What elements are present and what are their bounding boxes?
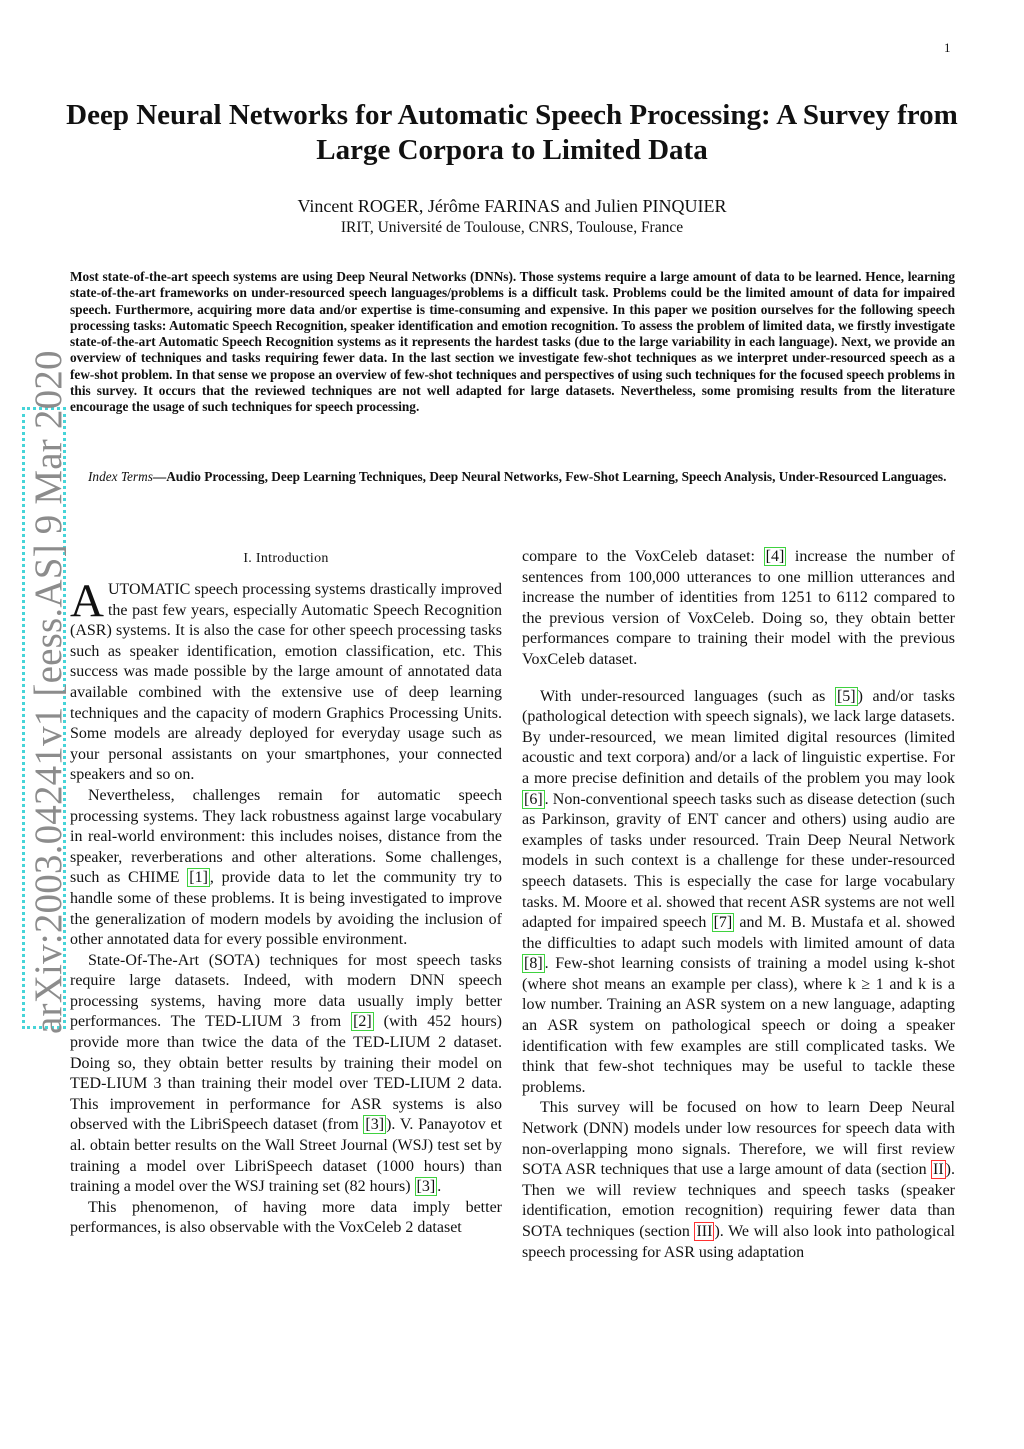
citation-link[interactable]: [1] xyxy=(189,869,208,887)
citation-link[interactable]: [6] xyxy=(524,790,543,808)
intro-paragraph-5: With under-resourced languages (such as [5] ) and/or tasks (pathological detection with speech signals), we lack large datasets. By under-resourced, we mean limited digital resources (limited acoustic and text corpora) and/or a lack of linguistic expertise. For a more precise definition and details of the problem you may look [6] . Non-conventional speech tasks such as disease detection (such as Parkinson, gravity of ENT cancer and others) using audio are examples of tasks under resourced. Train Deep Neural Network models in such context is a challenge for these under-resourced speech datasets. This is especially the case for large vocabulary tasks. M. Moore et al. showed that recent ASR systems are not well adapted for impaired speech [7] and M. B. Mustafa et al. showed the difficulties to adapt such models with limited amount of data [8] . Few-shot learning consists of training a model using k-shot (where shot means an example per class), where k ≥ 1 and k is a low number. Training an ASR system on a new language, adapting an ASR system on pathological speech or doing a speaker identification with few examples are still complicated tasks. We think that few-shot techniques may be useful to tackle these problems. xyxy=(522,687,956,1096)
citation-link[interactable]: [8] xyxy=(524,955,543,973)
left-column xyxy=(70,547,502,1239)
right-column xyxy=(522,547,955,1263)
citation-link[interactable]: [5] xyxy=(836,687,856,705)
intro-paragraph-1: AUTOMATIC speech processing systems drastically improved the past few years, especially Automatic Speech Recognition (ASR) systems. It is also the case for other speech processing tasks such as speaker identification, emotion classification, etc. This success was made possible by the large amount of annotated data available combined with the extensive use of deep learning techniques and the capacity of modern Graphics Processing Units. Some models are already deployed for everyday usage such as your personal assistants on your smartphones, your connected speakers and so on. xyxy=(70,575,502,784)
citation-link[interactable]: [3] xyxy=(365,1116,385,1134)
paper-authors: Vincent ROGER, Jérôme FARINAS and Julien PINQUIER xyxy=(297,196,727,216)
arxiv-stamp[interactable]: arXiv:2003.04241v1 [eess.AS] 9 Mar 2020 xyxy=(27,350,70,1034)
page-number: 1 xyxy=(944,40,951,55)
dropcap-letter: A xyxy=(70,575,104,627)
index-terms xyxy=(70,468,955,485)
citation-link[interactable]: [7] xyxy=(713,914,733,932)
index-terms-text: —Audio Processing, Deep Learning Techniques, Deep Neural Networks, Few-Shot Learning, Speech Analysis, Under-Resourced Languages. xyxy=(152,469,947,484)
intro-paragraph-4: This phenomenon, of having more data imply better performances, is also observable with the VoxCeleb 2 dataset xyxy=(70,1198,502,1237)
citation-link[interactable]: [4] xyxy=(765,548,785,565)
abstract: Most state-of-the-art speech systems are using Deep Neural Networks (DNNs). Those systems require a large amount of data to be learned. Hence, learning state-of-the-art frameworks on under-resourced speech languages/problems is a difficult task. Problems could be the limited amount of data for impaired speech. Furthermore, acquiring more data and/or expertise is time-consuming and expensive. In this paper we position ourselves for the following speech processing tasks: Automatic Speech Recognition, speaker identification and emotion recognition. To assess the problem of limited data, we firstly investigate state-of-the-art Automatic Speech Recognition systems as it represents the hardest tasks (due to the large variability in each language). Next, we provide an overview of techniques and tasks requiring fewer data. In the last section we investigate few-shot techniques as we interpret under-resourced speech as a few-shot problem. In that sense we propose an overview of few-shot techniques and perspectives of using such techniques for the focused speech problems in this survey. It occurs that the reviewed techniques are not well adapted for large datasets. Nevertheless, some promising results from the literature encourage the usage of such techniques for speech processing. xyxy=(70,269,955,415)
intro-paragraph-6: This survey will be focused on how to learn Deep Neural Network (DNN) models under low resources for speech data with non-overlapping mono signals. Therefore, we will first review SOTA ASR techniques that use a large amount of data (section II ). Then we will review techniques and speech tasks (speaker identification, emotion recognition) requiring fewer data than SOTA techniques (section III ). We will also look into pathological speech processing for ASR using adaptation xyxy=(522,1099,956,1261)
intro-paragraph-4-continued: compare to the VoxCeleb dataset: [4] increase the number of sentences from 100,000 utterances to one million utterances and increase the number of identities from 1251 to 6112 compared to the previous version of VoxCeleb. Doing so, they obtain better performances compare to training their model with the previous VoxCeleb dataset. xyxy=(522,548,955,668)
index-terms-label: Index Terms xyxy=(88,469,153,484)
section-reference-link[interactable]: II xyxy=(933,1161,944,1179)
intro-paragraph-2: Nevertheless, challenges remain for automatic speech processing systems. They lack robustness against large vocabulary in real-world environment: this includes noises, distance from the speaker, reverberations and other alterations. Some challenges, such as CHIME [1] , provide data to let the community try to handle some of these problems. It is being investigated to improve the generalization of modern models by avoiding the inclusion of other annotated data for every possible environment. xyxy=(70,786,502,949)
citation-link[interactable]: [3] xyxy=(416,1178,436,1196)
intro-paragraph-3: State-Of-The-Art (SOTA) techniques for most speech tasks require large datasets. Indeed, with modern DNN speech processing systems, having more data usually imply better performances. The TED-LIUM 3 from [2] (with 452 hours) provide more than twice the data of the TED-LIUM 2 dataset. Doing so, they obtain better results by training their model on TED-LIUM 3 than training their model over TED-LIUM 2 data. This improvement in performance for ASR systems is also observed with the LibriSpeech dataset (from [3] ). V. Panayotov et al. obtain better results on the Wall Street Journal (WSJ) test set by training a model over LibriSpeech dataset (1000 hours) than training a model over the WSJ training set (82 hours) [3] . xyxy=(70,951,503,1196)
section-heading-introduction: I. Introduction xyxy=(243,551,329,566)
section-reference-link[interactable]: III xyxy=(696,1223,713,1240)
paper-title: Deep Neural Networks for Automatic Speech Processing: A Survey from Large Corpora to Limited Data xyxy=(66,99,958,166)
citation-link[interactable]: [2] xyxy=(353,1013,372,1031)
paragraph-gap xyxy=(522,671,955,687)
paper-affiliation: IRIT, Université de Toulouse, CNRS, Toulouse, France xyxy=(340,219,684,236)
